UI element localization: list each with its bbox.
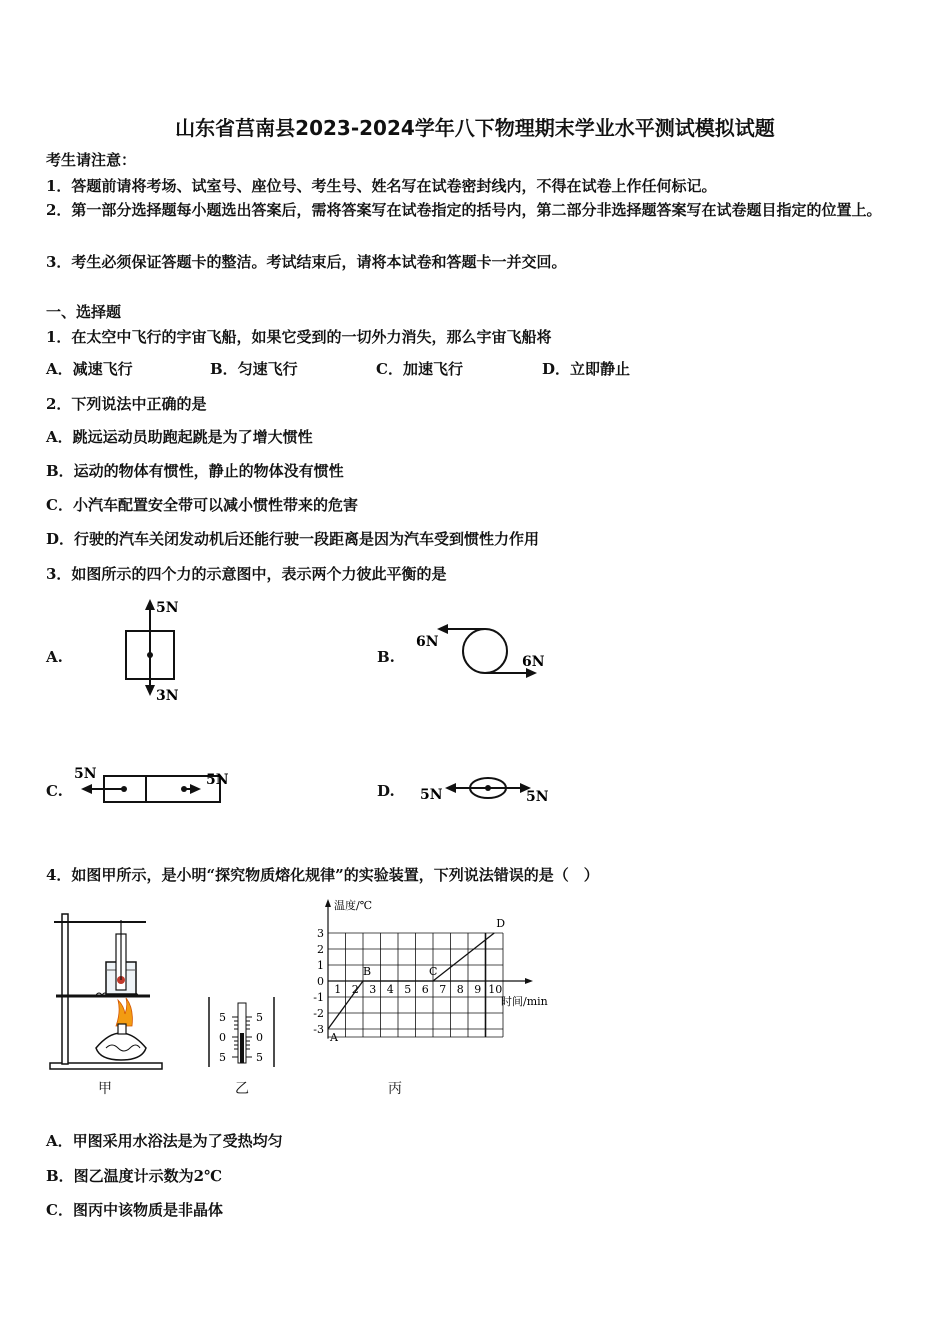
y-tick-label: -2 xyxy=(313,1007,324,1020)
y-tick-label: -1 xyxy=(313,991,324,1004)
scale-right-3: 5 xyxy=(256,1051,263,1064)
x-tick-label: 7 xyxy=(439,983,447,996)
y-tick-label: 0 xyxy=(317,975,324,988)
y-tick-label: 1 xyxy=(317,959,324,972)
chart-x-axis-label: 时间/min xyxy=(501,995,548,1008)
stand-rod xyxy=(62,914,68,1064)
y-tick-label: -3 xyxy=(313,1023,324,1036)
q4-figure-yi-thermometer xyxy=(206,995,278,1070)
arrow-left-icon xyxy=(445,783,456,793)
arrow-up-icon xyxy=(145,599,155,610)
chart-y-tick-labels xyxy=(313,927,324,1036)
notice-item-3: 3．考生必须保证答题卡的整洁。考试结束后，请将本试卷和答题卡一并交回。 xyxy=(46,253,567,271)
q2-option-c: C．小汽车配置安全带可以减小惯性带来的危害 xyxy=(46,496,358,514)
mercury-column xyxy=(240,1033,244,1063)
flame-icon xyxy=(116,998,132,1026)
q3-figure-c xyxy=(72,764,242,809)
point-of-action-right xyxy=(181,786,187,792)
point-label: B xyxy=(363,965,372,978)
q3-figure-b xyxy=(412,618,562,688)
page-title: 山东省莒南县2023-2024学年八下物理期末学业水平测试模拟试题 xyxy=(175,116,775,140)
q3-option-c: C. xyxy=(46,782,63,800)
x-tick-label: 6 xyxy=(421,983,429,996)
label-3n: 3N xyxy=(156,688,179,704)
q1-option-c: C．加速飞行 xyxy=(376,360,463,378)
q4-option-c: C．图丙中该物质是非晶体 xyxy=(46,1201,223,1219)
x-tick-label: 4 xyxy=(386,983,394,996)
y-tick-label: 2 xyxy=(317,943,324,956)
q1-option-d: D．立即静止 xyxy=(542,360,631,378)
label-6n-left: 6N xyxy=(416,634,439,650)
scale-right-2: 0 xyxy=(256,1031,263,1044)
arrow-down-icon xyxy=(145,685,155,696)
point-of-action xyxy=(147,652,153,658)
lamp-wick-holder xyxy=(118,1024,126,1034)
y-tick-label: 3 xyxy=(317,927,324,940)
point-of-action xyxy=(485,785,491,791)
notice-heading: 考生请注意： xyxy=(46,151,137,169)
chart-y-axis-label: 温度/℃ xyxy=(334,899,373,912)
arrow-right-icon xyxy=(190,784,201,794)
q3-option-d: D. xyxy=(377,782,395,800)
q2-option-d: D．行驶的汽车关闭发动机后还能行驶一段距离是因为汽车受到惯性力作用 xyxy=(46,530,540,548)
q3-figure-a xyxy=(118,596,198,706)
point-of-action-left xyxy=(121,786,127,792)
x-tick-label: 1 xyxy=(334,983,342,996)
notice-item-1: 1．答题前请将考场、试室号、座位号、考生号、姓名写在试卷密封线内，不得在试卷上作任何标记。 xyxy=(46,177,717,195)
point-label: C xyxy=(429,965,438,978)
label-5n-left: 5N xyxy=(420,787,443,803)
q4-stem: 4．如图甲所示，是小明“探究物质熔化规律”的实验装置，下列说法错误的是（ ） xyxy=(46,866,599,884)
q4-option-b: B．图乙温度计示数为2℃ xyxy=(46,1167,223,1185)
scale-left-1: 5 xyxy=(219,1011,226,1024)
label-6n-right: 6N xyxy=(522,654,545,670)
x-tick-label: 9 xyxy=(474,983,482,996)
q3-figure-d xyxy=(418,770,558,810)
q1-option-b: B．匀速飞行 xyxy=(210,360,298,378)
x-axis-arrow-icon xyxy=(525,978,533,984)
notice-item-2: 2．第一部分选择题每小题选出答案后，需将答案写在试卷指定的括号内，第二部分非选择题答案写在试卷题目指定的位置上。 xyxy=(46,201,882,219)
x-tick-label: 5 xyxy=(404,983,412,996)
q4-figure-jia-apparatus xyxy=(50,908,165,1073)
x-tick-label: 2 xyxy=(351,983,359,996)
q3-option-b: B. xyxy=(377,648,395,666)
q3-option-a: A. xyxy=(46,648,63,666)
scale-left-2: 0 xyxy=(219,1031,226,1044)
y-axis-arrow-icon xyxy=(325,899,331,907)
label-5n-right: 5N xyxy=(526,789,549,805)
label-5n-right: 5N xyxy=(206,772,229,788)
q3-stem: 3．如图所示的四个力的示意图中，表示两个力彼此平衡的是 xyxy=(46,565,447,583)
q2-stem: 2．下列说法中正确的是 xyxy=(46,395,207,413)
caption-yi: 乙 xyxy=(235,1081,249,1097)
point-label: D xyxy=(496,917,506,930)
q2-option-a: A．跳远运动员助跑起跳是为了增大惯性 xyxy=(46,428,313,446)
q4-option-a: A．甲图采用水浴法是为了受热均匀 xyxy=(46,1132,283,1150)
label-5n-left: 5N xyxy=(74,766,97,782)
point-label: A xyxy=(330,1031,338,1044)
scale-left-3: 5 xyxy=(219,1051,226,1064)
q1-stem: 1．在太空中飞行的宇宙飞船，如果它受到的一切外力消失，那么宇宙飞船将 xyxy=(46,328,552,346)
q2-option-b: B．运动的物体有惯性，静止的物体没有惯性 xyxy=(46,462,344,480)
x-tick-label: 10 xyxy=(488,983,503,996)
caption-bing: 丙 xyxy=(388,1081,402,1097)
arrow-left-icon xyxy=(81,784,92,794)
section-heading: 一、选择题 xyxy=(46,303,122,321)
x-tick-label: 8 xyxy=(456,983,464,996)
caption-jia: 甲 xyxy=(98,1081,112,1097)
label-5n: 5N xyxy=(156,600,179,616)
q1-option-a: A．减速飞行 xyxy=(46,360,133,378)
arrow-left-icon xyxy=(437,624,448,634)
wheel-circle xyxy=(463,629,507,673)
x-tick-label: 3 xyxy=(369,983,377,996)
q4-figure-bing-chart xyxy=(300,895,580,1055)
scale-right-1: 5 xyxy=(256,1011,263,1024)
